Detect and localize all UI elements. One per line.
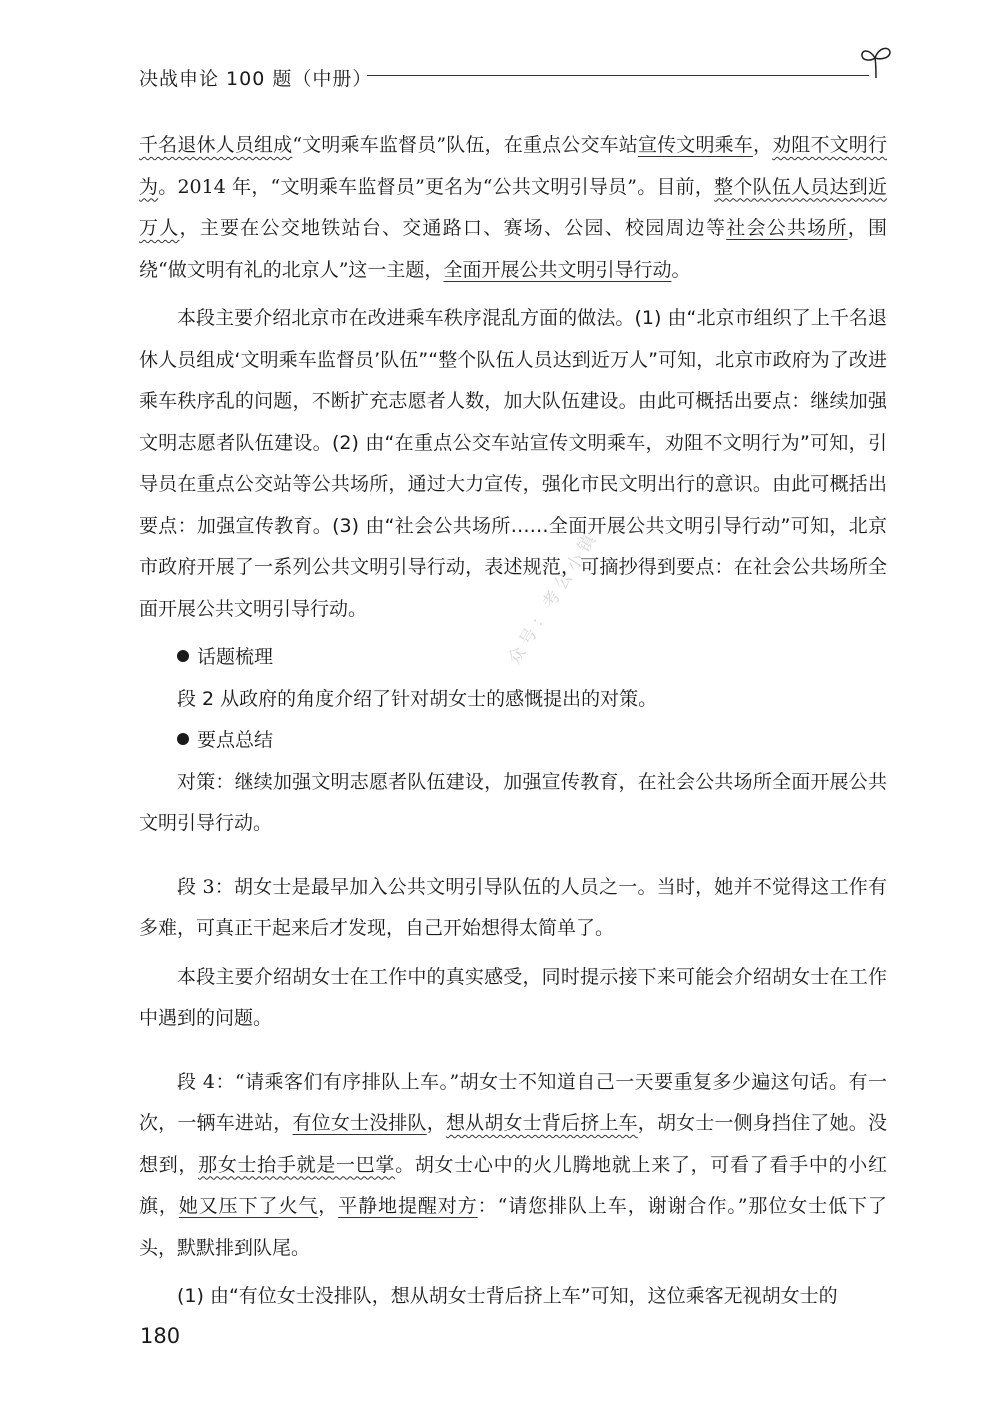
marked-phrase: 她又压下了火气 <box>178 1195 319 1217</box>
source-paragraph-4: 段 4：“请乘客们有序排队上车。”胡女士不知道自己一天要重复多少遍这句话。有一次，一辆车进站，有位女士没排队，想从胡女士背后挤上车，胡女士一侧身挡住了她。没想到，那女士抬手就是一巴掌。胡女士心中的火儿腾地就上来了，可看了看手中的小红旗，她又压下了火气，平静地提醒对方：“请您排队上车，谢谢合作。”那位女士低下了头，默默排到队尾。 <box>139 1070 887 1259</box>
watermark-text: 众号：考公小镇 <box>504 527 603 669</box>
sprout-icon <box>859 42 893 80</box>
analysis-paragraph-4: (1) 由“有位女士没排队，想从胡女士背后挤上车”可知，这位乘客无视胡女士的 <box>177 1285 838 1307</box>
marked-phrase: 劝阻不文明行为 <box>139 134 887 198</box>
marked-phrase: 有位女士没排队 <box>292 1112 427 1134</box>
page-content <box>139 125 887 1318</box>
bullet-icon <box>177 650 189 662</box>
header-rule <box>367 75 869 76</box>
marked-phrase: 社会公共场所 <box>726 217 848 239</box>
section-heading-summary: 要点总结 <box>139 720 887 762</box>
summary-text: 对策：继续加强文明志愿者队伍建设，加强宣传教育，在社会公共场所全面开展公共文明引导行动。 <box>139 770 887 834</box>
marked-phrase: 那女士抬手就是一巴掌 <box>198 1153 396 1176</box>
running-header <box>139 58 899 98</box>
source-paragraph-3: 段 3：胡女士是最早加入公共文明引导队伍的人员之一。当时，她并不觉得这工作有多难，可真正干起来后才发现，自己开始想得太简单了。 <box>139 875 887 939</box>
section-heading-topic: 话题梳理 <box>139 637 887 679</box>
analysis-paragraph-3: 本段主要介绍胡女士在工作中的真实感受，同时提示接下来可能会介绍胡女士在工作中遇到的问题。 <box>139 965 887 1029</box>
marked-phrase: 千名退休人员组成 <box>139 134 293 156</box>
marked-phrase: 想从胡女士背后挤上车 <box>445 1112 638 1134</box>
analysis-paragraph-2: 本段主要介绍北京市在改进乘车秩序混乱方面的做法。(1) 由“北京市组织了上千名退休人员组成‘文明乘车监督员’队伍”“整个队伍人员达到近万人”可知，北京市政府为了改进乘车秩序乱的问题，不断扩充志愿者人数，加大队伍建设。由此可概括出要点：继续加强文明志愿者队伍建设。(2) 由“在重点公交车站宣传文明乘车，劝阻不文明行为”可知，引导员在重点公交站等公共场所，通过大力宣传，强化市民文明出行的意识。由此可概括出要点：加强宣传教育。(3) 由“社会公共场所……全面开展公共文明引导行动”可知，北京市政府开展了一系列公共文明引导行动，表述规范，可摘抄得到要点：在社会公共场所全面开展公共文明引导行动。 <box>139 307 887 620</box>
marked-phrase: 宣传文明乘车 <box>637 134 753 156</box>
book-title: 决战申论 100 题（中册） <box>139 68 373 90</box>
marked-phrase: 整个队伍人员达到近万人 <box>139 175 887 239</box>
topic-text: 段 2 从政府的角度介绍了针对胡女士的感慨提出的对策。 <box>177 687 658 710</box>
source-paragraph-2: 千名退休人员组成“文明乘车监督员”队伍，在重点公交车站宣传文明乘车，劝阻不文明行为。2014 年，“文明乘车监督员”更名为“公共文明引导员”。目前，整个队伍人员达到近万人，主要在公交地铁站台、交通路口、赛场、公园、校园周边等社会公共场所，围绕“做文明有礼的北京人”这一主题，全面开展公共文明引导行动。 <box>139 134 887 281</box>
page-number: 180 <box>140 1324 181 1348</box>
marked-phrase: 平静地提醒对方 <box>338 1195 478 1217</box>
marked-phrase: 全面开展公共文明引导行动 <box>443 258 672 281</box>
bullet-icon <box>177 733 189 745</box>
